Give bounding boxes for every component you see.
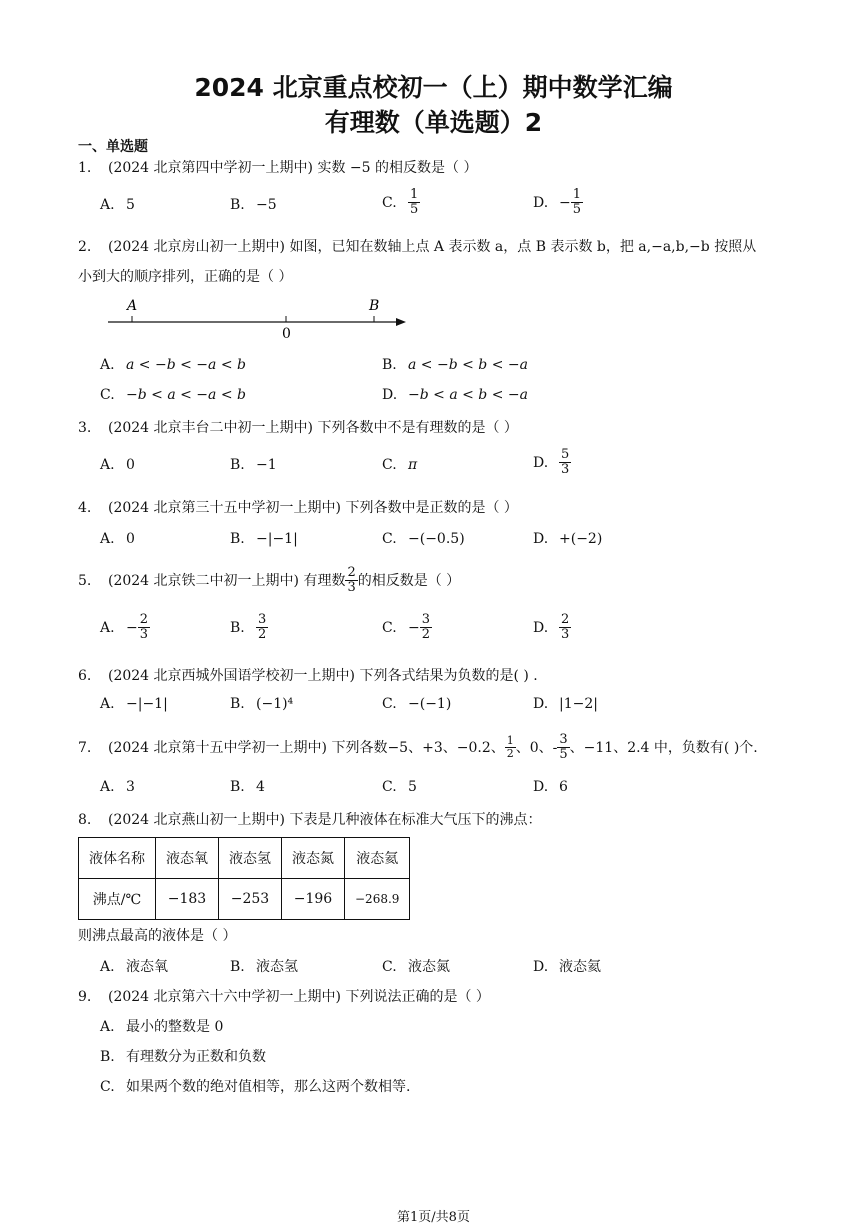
question-5: 5. (2024 北京铁二中初一上期中) 有理数 $\frac{2}{3}$ 的相反数是（ ）: [78, 565, 461, 596]
table-cell: −196: [282, 879, 345, 920]
q3-option-d: D. $\frac{5}{3}$: [533, 447, 570, 478]
table-header-cell: 液态氧: [156, 838, 219, 879]
q3-option-c: C. π: [382, 457, 418, 473]
q8-option-c: C. 液态氮: [382, 959, 450, 975]
question-8-cont: 则沸点最高的液体是（ ）: [78, 928, 237, 944]
q1-option-a: A. 5: [100, 197, 135, 213]
question-7: 7. (2024 北京第十五中学初一上期中) 下列各数−5、+3、−0.2、 $\frac{1}{2}$ 、0、- $\frac{3}{5}$ 、−11、2.4 中，负数有( )个.: [78, 732, 758, 763]
doc-title-line1: 2024 北京重点校初一（上）期中数学汇编: [194, 73, 673, 102]
question-9: 9. (2024 北京第六十六中学初一上期中) 下列说法正确的是（ ）: [78, 989, 490, 1005]
question-2-cont: 小到大的顺序排列，正确的是（ ）: [78, 269, 293, 285]
table-cell: −268.9: [345, 879, 410, 920]
q6-option-d: D. |1−2|: [533, 696, 598, 712]
q2-option-b: B. a < −b < b < −a: [382, 357, 528, 373]
q2-option-a: A. a < −b < −a < b: [100, 357, 246, 373]
q1-option-d: D. − $\frac{1}{5}$: [533, 187, 582, 218]
q4-option-a: A. 0: [100, 531, 135, 547]
label-zero: 0: [282, 326, 291, 342]
q4-option-b: B. −|−1|: [230, 531, 298, 547]
question-6: 6. (2024 北京西城外国语学校初一上期中) 下列各式结果为负数的是( ) .: [78, 668, 538, 684]
number-line: [100, 292, 420, 342]
q6-option-a: A. −|−1|: [100, 696, 168, 712]
question-2: 2. (2024 北京房山初一上期中) 如图，已知在数轴上点 A 表示数 a，点 B 表示数 b，把 a,−a,b,−b 按照从: [78, 239, 757, 255]
label-a: A: [127, 298, 138, 314]
q9-option-c: C. 如果两个数的绝对值相等，那么这两个数相等.: [100, 1079, 411, 1095]
table-header-cell: 液态氮: [282, 838, 345, 879]
q7-option-b: B. 4: [230, 779, 265, 795]
question-3: 3. (2024 北京丰台二中初一上期中) 下列各数中不是有理数的是（ ）: [78, 420, 518, 436]
question-8: 8. (2024 北京燕山初一上期中) 下表是几种液体在标准大气压下的沸点：: [78, 812, 542, 828]
q3-option-b: B. −1: [230, 457, 277, 473]
q8-option-d: D. 液态氦: [533, 959, 601, 975]
q2-option-d: D. −b < a < b < −a: [382, 387, 528, 403]
question-4: 4. (2024 北京第三十五中学初一上期中) 下列各数中是正数的是（ ）: [78, 500, 518, 516]
section-heading: 一、单选题: [78, 139, 148, 155]
q4-option-c: C. −(−0.5): [382, 531, 465, 547]
table-cell: 沸点/℃: [79, 879, 156, 920]
axis-arrow: [396, 318, 406, 326]
boiling-point-table: [78, 837, 410, 920]
q7-option-d: D. 6: [533, 779, 568, 795]
q1-option-c: C. $\frac{1}{5}$: [382, 187, 419, 218]
q2-option-c: C. −b < a < −a < b: [100, 387, 246, 403]
q5-option-b: B. $\frac{3}{2}$: [230, 612, 267, 643]
page-footer: 第1页/共8页: [397, 1210, 470, 1225]
q6-option-c: C. −(−1): [382, 696, 452, 712]
table-row: [79, 838, 410, 879]
table-header-cell: 液态氢: [219, 838, 282, 879]
table-header-cell: 液体名称: [79, 838, 156, 879]
table-cell: −253: [219, 879, 282, 920]
question-1: 1. (2024 北京第四中学初一上期中) 实数 −5 的相反数是（ ）: [78, 160, 478, 176]
q5-option-c: C. − $\frac{3}{2}$: [382, 612, 431, 643]
q4-option-d: D. +(−2): [533, 531, 603, 547]
q7-option-a: A. 3: [100, 779, 135, 795]
label-b: B: [369, 298, 380, 314]
q6-option-b: B. (−1)⁴: [230, 696, 294, 712]
q9-option-a: A. 最小的整数是 0: [100, 1019, 224, 1035]
doc-title-line2: 有理数（单选题）2: [324, 108, 543, 137]
q3-option-a: A. 0: [100, 457, 135, 473]
q9-option-b: B. 有理数分为正数和负数: [100, 1049, 266, 1065]
table-header-cell: 液态氦: [345, 838, 410, 879]
q1-option-b: B. −5: [230, 197, 277, 213]
q8-option-a: A. 液态氧: [100, 959, 168, 975]
table-cell: −183: [156, 879, 219, 920]
q5-option-d: D. $\frac{2}{3}$: [533, 612, 570, 643]
q7-option-c: C. 5: [382, 779, 417, 795]
table-row: [79, 879, 410, 920]
q5-option-a: A. − $\frac{2}{3}$: [100, 612, 149, 643]
q8-option-b: B. 液态氢: [230, 959, 298, 975]
